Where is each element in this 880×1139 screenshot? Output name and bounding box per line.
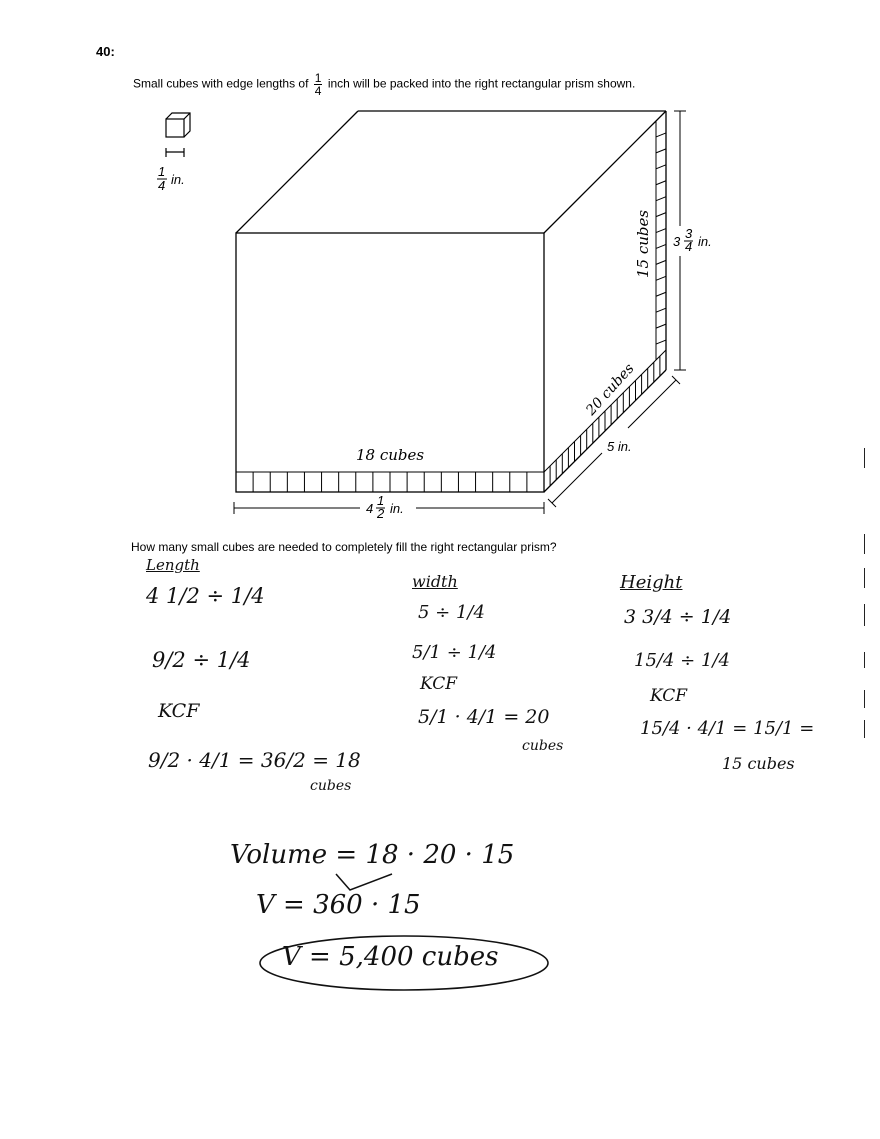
length-step-4: 9/2 · 4/1 = 36/2 = 18 <box>148 748 361 772</box>
hatch-mark <box>656 324 666 328</box>
scan-mark <box>864 604 865 626</box>
scan-mark <box>864 534 865 554</box>
question-text: How many small cubes are needed to completely fill the right rectangular prism? <box>131 540 557 554</box>
volume-answer: V = 5,400 cubes <box>282 942 499 972</box>
width-cube-strip <box>544 350 666 486</box>
question-number: 40: <box>96 44 115 59</box>
hatch-mark <box>656 213 666 217</box>
length-cubes-note: 18 cubes <box>356 446 425 464</box>
length-whole: 4 <box>366 501 374 516</box>
scan-mark <box>864 720 865 738</box>
height-whole: 3 <box>673 234 681 249</box>
hatch-mark <box>656 149 666 153</box>
hatch-mark <box>656 165 666 169</box>
hatch-mark <box>656 308 666 312</box>
prism-diagram <box>0 0 880 540</box>
height-heading: Height <box>620 572 683 593</box>
width-step-4: 5/1 · 4/1 = 20 <box>418 706 550 728</box>
hatch-mark <box>656 133 666 137</box>
intro-text-before: Small cubes with edge lengths of <box>133 76 309 91</box>
scan-mark <box>864 652 865 668</box>
length-dimension-label <box>366 493 404 521</box>
hatch-mark <box>656 260 666 264</box>
small-cube-icon <box>166 113 190 157</box>
hatch-mark <box>656 244 666 248</box>
length-step-1: 4 1/2 ÷ 1/4 <box>146 584 265 608</box>
width-step-5: cubes <box>522 738 564 754</box>
width-cubes-note: 20 cubes <box>583 360 638 419</box>
length-step-5: cubes <box>310 778 352 794</box>
height-dimension-label <box>673 226 712 254</box>
scan-mark <box>864 448 865 468</box>
hatch-mark <box>656 229 666 233</box>
length-step-3: KCF <box>158 700 200 722</box>
height-step-5: 15 cubes <box>722 754 795 773</box>
volume-line-1: Volume = 18 · 20 · 15 <box>230 840 515 870</box>
hatch-mark <box>656 340 666 344</box>
small-cube-den: 4 <box>158 178 166 193</box>
width-heading: width <box>412 572 458 591</box>
height-num: 3 <box>685 226 693 241</box>
height-step-4: 15/4 · 4/1 = 15/1 = <box>640 718 815 739</box>
width-step-3: KCF <box>420 674 458 694</box>
length-num: 1 <box>377 493 385 508</box>
height-den: 4 <box>685 239 693 254</box>
height-step-2: 15/4 ÷ 1/4 <box>634 650 730 671</box>
length-den: 2 <box>377 506 385 521</box>
scan-mark <box>864 568 865 588</box>
hatch-mark <box>656 292 666 296</box>
intro-fraction-den: 4 <box>314 84 322 98</box>
prism-outline <box>236 111 666 492</box>
intro-text-after: inch will be packed into the right rectangular prism shown. <box>327 76 636 91</box>
hatch-mark <box>656 197 666 201</box>
height-step-3: KCF <box>650 686 688 706</box>
scan-mark <box>864 690 865 708</box>
length-step-2: 9/2 ÷ 1/4 <box>152 648 251 672</box>
length-cube-strip <box>236 472 544 492</box>
small-cube-unit: in. <box>171 172 185 187</box>
width-step-1: 5 ÷ 1/4 <box>418 602 485 623</box>
height-cube-strip <box>656 121 666 360</box>
height-unit: in. <box>698 234 712 249</box>
small-cube-label <box>157 164 185 193</box>
intro-fraction-num: 1 <box>314 71 322 85</box>
width-dimension-label: 5 in. <box>607 439 632 454</box>
length-unit: in. <box>390 501 404 516</box>
small-cube-num: 1 <box>158 164 166 179</box>
length-dimension-line <box>234 502 544 514</box>
hatch-mark <box>656 181 666 185</box>
volume-line-2: V = 360 · 15 <box>256 890 421 920</box>
length-heading: Length <box>146 556 200 574</box>
width-step-2: 5/1 ÷ 1/4 <box>412 642 497 663</box>
height-step-1: 3 3/4 ÷ 1/4 <box>624 606 732 628</box>
height-cubes-note: 15 cubes <box>634 209 652 278</box>
hatch-mark <box>656 276 666 280</box>
